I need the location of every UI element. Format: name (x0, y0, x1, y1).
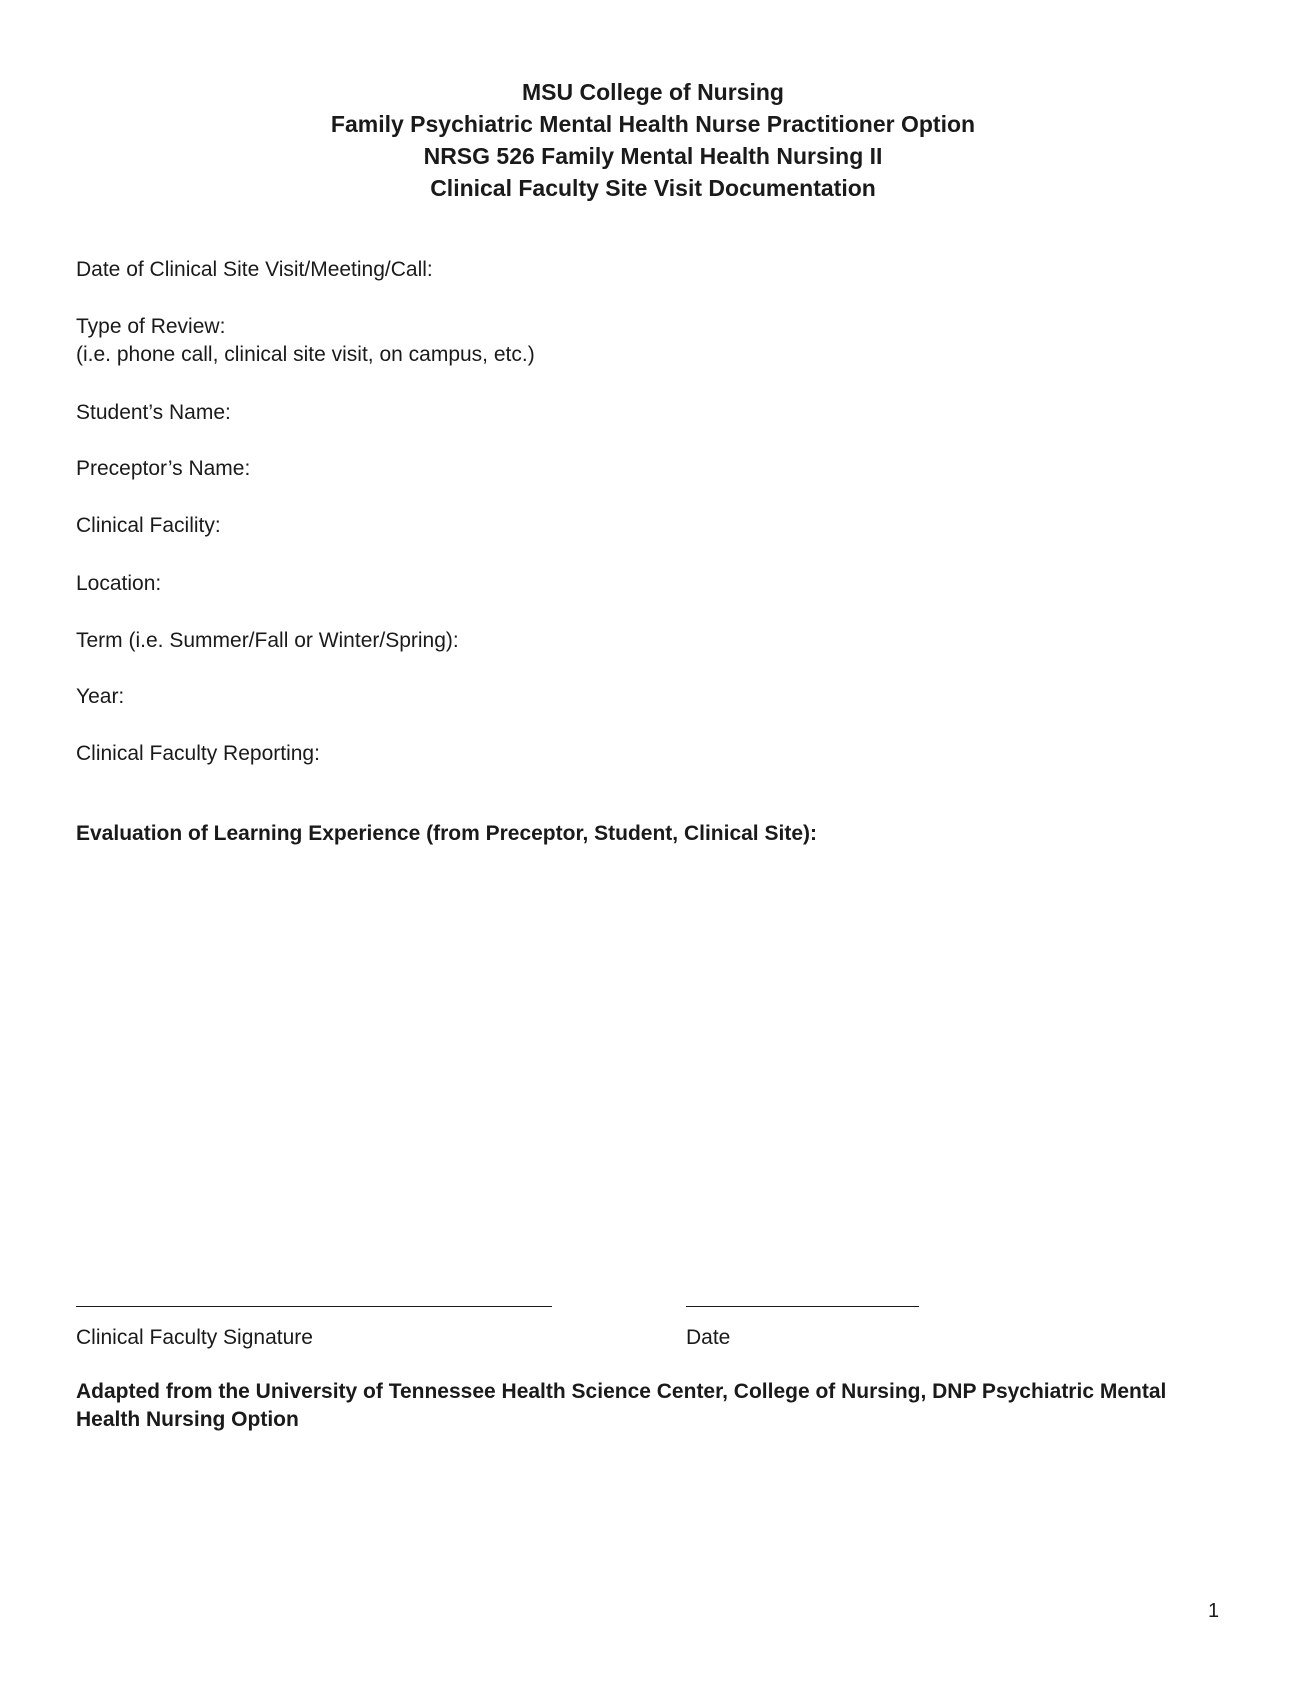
document-header (0, 76, 1306, 204)
adaptation-footnote: Adapted from the University of Tennessee Health Science Center, College of Nursing, DNP Psychiatric Mental Health Nursing Option (76, 1380, 1167, 1431)
field-location: Location: (76, 572, 162, 595)
field-year: Year: (76, 685, 125, 708)
field-preceptor-name: Preceptor’s Name: (76, 457, 251, 480)
field-term: Term (i.e. Summer/Fall or Winter/Spring): (76, 629, 459, 652)
page-number: 1 (1208, 1600, 1220, 1622)
header-institution: MSU College of Nursing (522, 79, 784, 105)
field-student-name: Student’s Name: (76, 401, 231, 424)
field-date-of-visit: Date of Clinical Site Visit/Meeting/Call: (76, 258, 433, 281)
field-clinical-facility: Clinical Facility: (76, 514, 221, 537)
date-label: Date (686, 1326, 731, 1349)
header-program-option: Family Psychiatric Mental Health Nurse Practitioner Option (330, 111, 976, 137)
evaluation-heading: Evaluation of Learning Experience (from Preceptor, Student, Clinical Site): (76, 822, 817, 845)
field-faculty-reporting: Clinical Faculty Reporting: (76, 742, 320, 765)
faculty-signature-label: Clinical Faculty Signature (76, 1326, 313, 1349)
field-type-of-review-hint: (i.e. phone call, clinical site visit, on campus, etc.) (76, 343, 535, 366)
field-type-of-review: Type of Review: (76, 315, 226, 338)
header-form-title: Clinical Faculty Site Visit Documentation (430, 175, 876, 201)
header-course: NRSG 526 Family Mental Health Nursing II (423, 143, 883, 169)
faculty-signature-line (76, 1306, 552, 1307)
date-signature-line (686, 1306, 919, 1307)
